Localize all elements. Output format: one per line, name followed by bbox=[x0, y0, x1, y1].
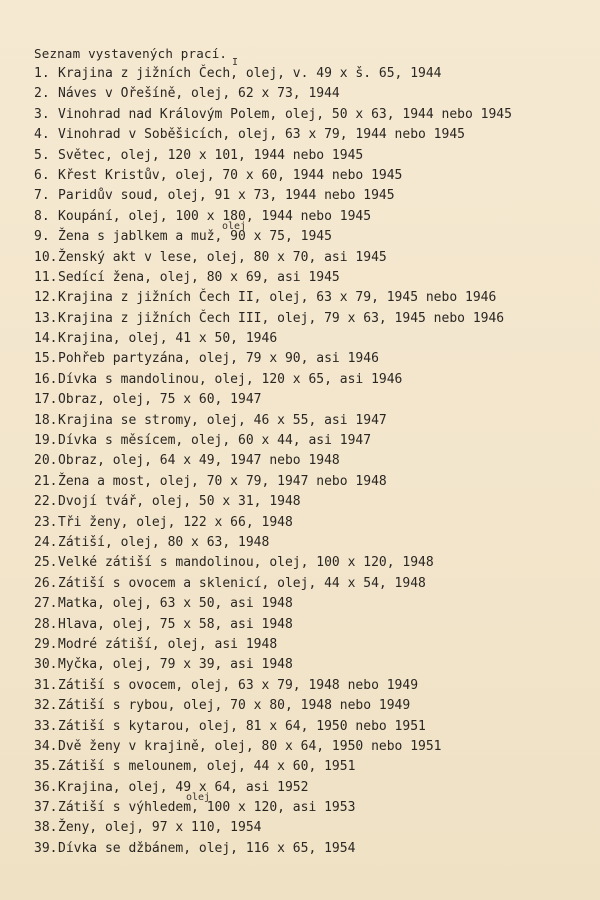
item-number: 37. bbox=[34, 800, 58, 816]
list-item bbox=[0, 778, 600, 798]
list-item bbox=[0, 125, 600, 145]
item-number: 35. bbox=[34, 759, 58, 775]
item-number: 11. bbox=[34, 269, 58, 285]
item-number: 26. bbox=[34, 575, 58, 591]
item-text: Myčka, olej, 79 x 39, asi 1948 bbox=[58, 657, 293, 673]
item-text: Pohřeb partyzána, olej, 79 x 90, asi 1946 bbox=[58, 351, 379, 367]
item-number: 34. bbox=[34, 738, 58, 754]
item-number: 2. bbox=[34, 86, 50, 102]
item-text: Tři ženy, olej, 122 x 66, 1948 bbox=[58, 514, 293, 530]
list-item bbox=[0, 594, 600, 614]
item-text: Dvojí tvář, olej, 50 x 31, 1948 bbox=[58, 494, 301, 510]
item-text: Obraz, olej, 64 x 49, 1947 nebo 1948 bbox=[58, 453, 340, 469]
handwritten-note: olej bbox=[186, 792, 211, 804]
item-number: 1. bbox=[34, 66, 50, 81]
item-number: 13. bbox=[34, 310, 58, 326]
list-item bbox=[0, 288, 600, 308]
item-text: Matka, olej, 63 x 50, asi 1948 bbox=[58, 596, 293, 612]
item-number: 14. bbox=[34, 331, 58, 347]
item-text: Krajina z jižních Čech II, olej, 63 x 79, 1945 nebo 1946 bbox=[58, 290, 497, 306]
item-number: 21. bbox=[34, 473, 58, 489]
list-item bbox=[0, 717, 600, 737]
list-item bbox=[0, 248, 600, 268]
item-text: Zátiší s rybou, olej, 70 x 80, 1948 nebo 1949 bbox=[58, 698, 411, 714]
item-number: 24. bbox=[34, 534, 58, 550]
item-text: Dvě ženy v krajině, olej, 80 x 64, 1950 nebo 1951 bbox=[58, 738, 442, 754]
list-item bbox=[0, 472, 600, 492]
item-text: Zátiší s ovocem a sklenicí, olej, 44 x 54, 1948 bbox=[58, 575, 426, 591]
list-heading: Seznam vystavených prací. bbox=[34, 46, 228, 61]
list-item bbox=[0, 57, 600, 84]
item-text: Vinohrad v Soběšicích, olej, 63 x 79, 1944 nebo 1945 bbox=[58, 127, 465, 143]
list-item bbox=[0, 635, 600, 655]
list-item bbox=[0, 329, 600, 349]
list-item bbox=[0, 818, 600, 838]
item-text: Dívka se džbánem, olej, 116 x 65, 1954 bbox=[58, 840, 356, 856]
item-number: 7. bbox=[34, 188, 50, 204]
item-number: 12. bbox=[34, 290, 58, 306]
item-text: Sedící žena, olej, 80 x 69, asi 1945 bbox=[58, 269, 340, 285]
list-item bbox=[0, 411, 600, 431]
item-text: Hlava, olej, 75 x 58, asi 1948 bbox=[58, 616, 293, 632]
item-number: 18. bbox=[34, 412, 58, 428]
item-number: 29. bbox=[34, 636, 58, 652]
works-list bbox=[0, 57, 600, 859]
list-item bbox=[0, 390, 600, 410]
list-item bbox=[0, 533, 600, 553]
item-number: 38. bbox=[34, 820, 58, 836]
list-item bbox=[0, 513, 600, 533]
item-text: Náves v Ořešíně, olej, 62 x 73, 1944 bbox=[58, 86, 340, 102]
list-item bbox=[0, 207, 600, 227]
item-text: Zátiší s melounem, olej, 44 x 60, 1951 bbox=[58, 759, 356, 775]
item-text: Krajina z jižních Čech III, olej, 79 x 63, 1945 nebo 1946 bbox=[58, 310, 505, 326]
item-text: Vinohrad nad Královým Polem, olej, 50 x 63, 1944 nebo 1945 bbox=[58, 106, 512, 122]
item-text: Křest Kristův, olej, 70 x 60, 1944 nebo 1945 bbox=[58, 167, 403, 183]
item-text: Žena a most, olej, 70 x 79, 1947 nebo 1948 bbox=[58, 473, 387, 489]
list-item bbox=[0, 309, 600, 329]
list-item bbox=[0, 655, 600, 675]
item-number: 17. bbox=[34, 392, 58, 408]
item-number: 22. bbox=[34, 494, 58, 510]
item-number: 36. bbox=[34, 779, 58, 795]
list-item bbox=[0, 757, 600, 777]
item-number: 39. bbox=[34, 840, 58, 856]
list-item bbox=[0, 370, 600, 390]
item-text: Koupání, olej, 100 x 180, 1944 nebo 1945 bbox=[58, 208, 372, 224]
item-text: Krajina z jižních Čech, olej, v. 49 x š. 65, 1944 bbox=[58, 66, 442, 81]
item-number: 8. bbox=[34, 208, 50, 224]
item-number: 3. bbox=[34, 106, 50, 122]
item-number: 4. bbox=[34, 127, 50, 143]
list-item bbox=[0, 431, 600, 451]
item-number: 32. bbox=[34, 698, 58, 714]
item-text: Zátiší s kytarou, olej, 81 x 64, 1950 nebo 1951 bbox=[58, 718, 426, 734]
item-number: 10. bbox=[34, 249, 58, 265]
list-item bbox=[0, 839, 600, 859]
item-text: Žena s jablkem a muž, 90 x 75, 1945 bbox=[58, 229, 332, 245]
item-number: 20. bbox=[34, 453, 58, 469]
item-text: Ženský akt v lese, olej, 80 x 70, asi 1945 bbox=[58, 249, 387, 265]
list-item bbox=[0, 221, 600, 247]
item-number: 23. bbox=[34, 514, 58, 530]
list-item bbox=[0, 451, 600, 471]
list-item bbox=[0, 492, 600, 512]
handwritten-note: I bbox=[232, 57, 239, 68]
item-number: 19. bbox=[34, 433, 58, 449]
list-item bbox=[0, 615, 600, 635]
list-item bbox=[0, 186, 600, 206]
list-item bbox=[0, 146, 600, 166]
item-text: Obraz, olej, 75 x 60, 1947 bbox=[58, 392, 262, 408]
item-text: Zátiší s ovocem, olej, 63 x 79, 1948 nebo 1949 bbox=[58, 677, 419, 693]
item-number: 5. bbox=[34, 147, 50, 163]
item-text: Světec, olej, 120 x 101, 1944 nebo 1945 bbox=[58, 147, 364, 163]
item-text: Zátiší, olej, 80 x 63, 1948 bbox=[58, 534, 270, 550]
item-number: 30. bbox=[34, 657, 58, 673]
item-number: 25. bbox=[34, 555, 58, 571]
item-text: Krajina, olej, 41 x 50, 1946 bbox=[58, 331, 278, 347]
item-number: 31. bbox=[34, 677, 58, 693]
item-text: Krajina se stromy, olej, 46 x 55, asi 1947 bbox=[58, 412, 387, 428]
list-item bbox=[0, 349, 600, 369]
item-number: 9. bbox=[34, 229, 50, 245]
list-item bbox=[0, 737, 600, 757]
list-item bbox=[0, 553, 600, 573]
item-text: Krajina, olej, 49 x 64, asi 1952 bbox=[58, 779, 309, 795]
item-number: 16. bbox=[34, 371, 58, 387]
item-number: 33. bbox=[34, 718, 58, 734]
item-text: Velké zátiší s mandolinou, olej, 100 x 120, 1948 bbox=[58, 555, 434, 571]
list-item bbox=[0, 166, 600, 186]
item-number: 27. bbox=[34, 596, 58, 612]
list-item bbox=[0, 792, 600, 818]
list-item bbox=[0, 268, 600, 288]
item-number: 28. bbox=[34, 616, 58, 632]
list-item bbox=[0, 105, 600, 125]
list-item bbox=[0, 676, 600, 696]
item-text: Dívka s mandolinou, olej, 120 x 65, asi 1946 bbox=[58, 371, 403, 387]
item-text: Modré zátiší, olej, asi 1948 bbox=[58, 636, 278, 652]
item-number: 6. bbox=[34, 167, 50, 183]
list-item bbox=[0, 696, 600, 716]
list-item bbox=[0, 574, 600, 594]
item-text: Dívka s měsícem, olej, 60 x 44, asi 1947 bbox=[58, 433, 372, 449]
item-text: Zátiší s výhledem, 100 x 120, asi 1953 bbox=[58, 800, 356, 816]
item-number: 15. bbox=[34, 351, 58, 367]
item-text: Ženy, olej, 97 x 110, 1954 bbox=[58, 820, 262, 836]
item-text: Paridův soud, olej, 91 x 73, 1944 nebo 1945 bbox=[58, 188, 395, 204]
handwritten-note: olej bbox=[222, 221, 247, 233]
list-item bbox=[0, 84, 600, 104]
